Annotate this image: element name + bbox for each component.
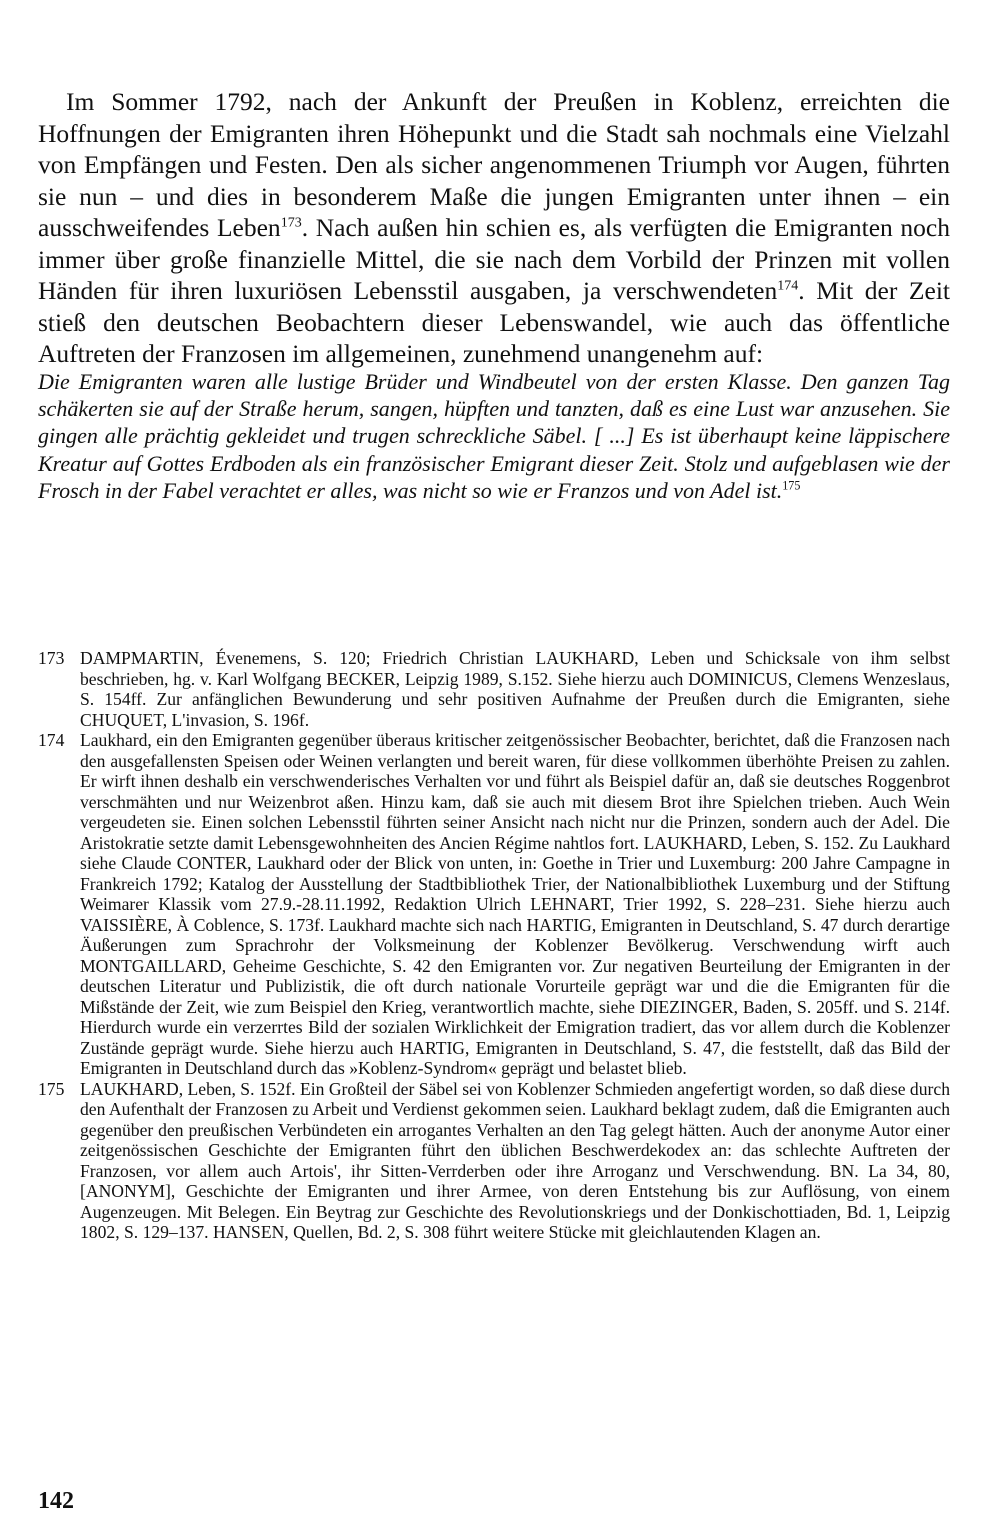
footnote-text: DAMPMARTIN, Évenemens, S. 120; Friedrich Christian LAUKHARD, Leben und Schicksale von ihm selbst beschrieben, hg. v. Karl Wolfgang BECKER, Leipzig 1989, S.152. Siehe hierzu auch DOMINICUS, Clemens Wenzeslaus, S. 154ff. Zur anfänglichen Bewunderung und sehr positiven Aufnahme der Preußen durch die Emigranten, siehe CHUQUET, L'invasion, S. 196f. [80,648,950,730]
footnote-number: 175 [38,1078,65,1099]
footnote-number: 174 [38,730,65,750]
footnote [38,1079,950,1243]
body-text-part-2: . Nach außen hin schien es, als verfügten die Emigranten noch immer über große finanzielle Mittel, die sie nach dem Vorbild der Prinzen mit vollen Händen für ihren luxuriösen Lebensstil ausgaben, ja verschwendeten [38,213,950,305]
footnote-ref-173[interactable]: 173 [280,215,302,231]
block-quote [38,368,950,504]
footnotes-section [38,648,950,1243]
footnote [38,730,950,1079]
footnote-ref-175[interactable]: 175 [782,478,801,493]
footnote-text: LAUKHARD, Leben, S. 152f. Ein Großteil der Säbel sei von Koblenzer Schmieden angefertigt worden, so daß diese durch den Aufenthalt der Franzosen zu Arbeit und Verdienst gekommen seien. Laukhard beklagt zudem, daß die Emigranten auch gegenüber den preußischen Verbündeten ein arrogantes Verhalten an den Tag gelegt hätten. Auch der anonyme Autor einer zeitgenössischen Geschichte der Emigranten führt den üblichen Beschwerdekodex an: das schlechte Auftreten der Franzosen, vor allem auch Artois', ihr Sitten-Verrderben oder ihre Arroganz und Verschwendung. BN. La 34, 80, [ANONYM], Geschichte der Emigranten und ihrer Armee, von deren Entstehung bis zur Auflösung, von einem Augenzeugen. Mit Belegen. Ein Beytrag zur Geschichte des Revolutionskriegs und der Donkischottiaden, Bd. 1, Leipzig 1802, S. 129–137. HANSEN, Quellen, Bd. 2, S. 308 führt weitere Stücke mit gleichlautenden Klagen an. [80,1078,950,1242]
quote-text: Die Emigranten waren alle lustige Brüder und Windbeutel von der ersten Klasse. Den ganzen Tag schäkerten sie auf der Straße herum, sangen, hüpften und tanzten, daß es eine Lust war anzusehen. Sie gingen alle prächtig gekleidet und trugen schreckliche Säbel. [ ...] Es ist überhaupt keine läppischere Kreatur auf Gottes Erdboden als ein französischer Emigrant dieser Zeit. Stolz und aufgeblasen wie der Frosch in der Fabel verachtet er alles, was nicht so wie er Franzos und von Adel ist. [38,369,950,503]
footnote-ref-174[interactable]: 174 [777,278,799,294]
body-text-part-1: Im Sommer 1792, nach der Ankunft der Preußen in Koblenz, erreichten die Hoffnungen der Emigranten ihren Höhepunkt und die Stadt sah nochmals eine Vielzahl von Empfängen und Festen. Den als sicher angenommenen Triumph vor Augen, führten sie nun – und dies in besonderem Maße die jungen Emigranten unter ihnen – ein ausschweifendes Leben [38,87,950,242]
body-text-part-3: . Mit der Zeit stieß den deutschen Beobachtern dieser Lebenswandel, wie auch das öffentliche Auftreten der Franzosen im allgemeinen, zunehmend unangenehm auf: [38,276,951,368]
page-number: 142 [38,1488,74,1514]
body-paragraph [38,86,950,370]
footnote [38,648,950,730]
footnote-text: Laukhard, ein den Emigranten gegenüber überaus kritischer zeitgenössischer Beobachter, berichtet, daß die Franzosen nach den ausgefallensten Speisen oder Weinen verlangten und bereit waren, für diese vollkommen überhöhte Preisen zu zahlen. Er wirft ihnen deshalb ein verschwenderisches Verhalten vor und führt als Beispiel dafür an, daß sie deutsches Roggenbrot verschmähten und nur Weizenbrot aßen. Hinzu kam, daß sie auch mit diesem Brot ihre Spielchen trieben. Auch Wein vergeudeten sie. Einen solchen Lebensstil führten seiner Ansicht nach nicht nur die Prinzen, sondern auch der Adel. Die Aristokratie setzte damit Lebensgewohnheiten des Ancien Régime nahtlos fort. LAUKHARD, Leben, S. 152. Zu Laukhard siehe Claude CONTER, Laukhard oder der Blick von unten, in: Goethe in Trier und Luxemburg: 200 Jahre Campagne in Frankreich 1792; Katalog der Ausstellung der Stadtbibliothek Trier, der Nationalbibliothek Luxemburg und der Stiftung Weimarer Klassik vom 27.9.-28.11.1992, Redaktion Ulrich LEHNART, Trier 1992, S. 228–231. Siehe hierzu auch VAISSIÈRE, À Coblence, S. 173f. Laukhard machte sich nach HARTIG, Emigranten in Deutschland, S. 47 durch derartige Äußerungen zum Sprachrohr der Volksmeinung der Koblenzer Bevölkerug. Verschwendung wirft auch MONTGAILLARD, Geheime Geschichte, S. 42 den Emigranten vor. Zur negativen Beurteilung der Emigranten in der deutschen Literatur und Publizistik, die oft durch nationale Vorurteile geprägt war und die die Emigranten für die Mißstände der Zeit, wie zum Beispiel den Krieg, verantwortlich machte, siehe DIEZINGER, Baden, S. 205ff. und S. 214f. Hierdurch wurde ein verzerrtes Bild der sozialen Wirklichkeit der Emigration tradiert, das vor allem durch die Koblenzer Zustände geprägt wurde. Siehe hierzu auch HARTIG, Emigranten in Deutschland, S. 47, die feststellt, daß das Bild der Emigranten in Deutschland durch das »Koblenz-Syndrom« geprägt und belastet blieb. [80,730,950,1078]
footnote-number: 173 [38,648,65,668]
